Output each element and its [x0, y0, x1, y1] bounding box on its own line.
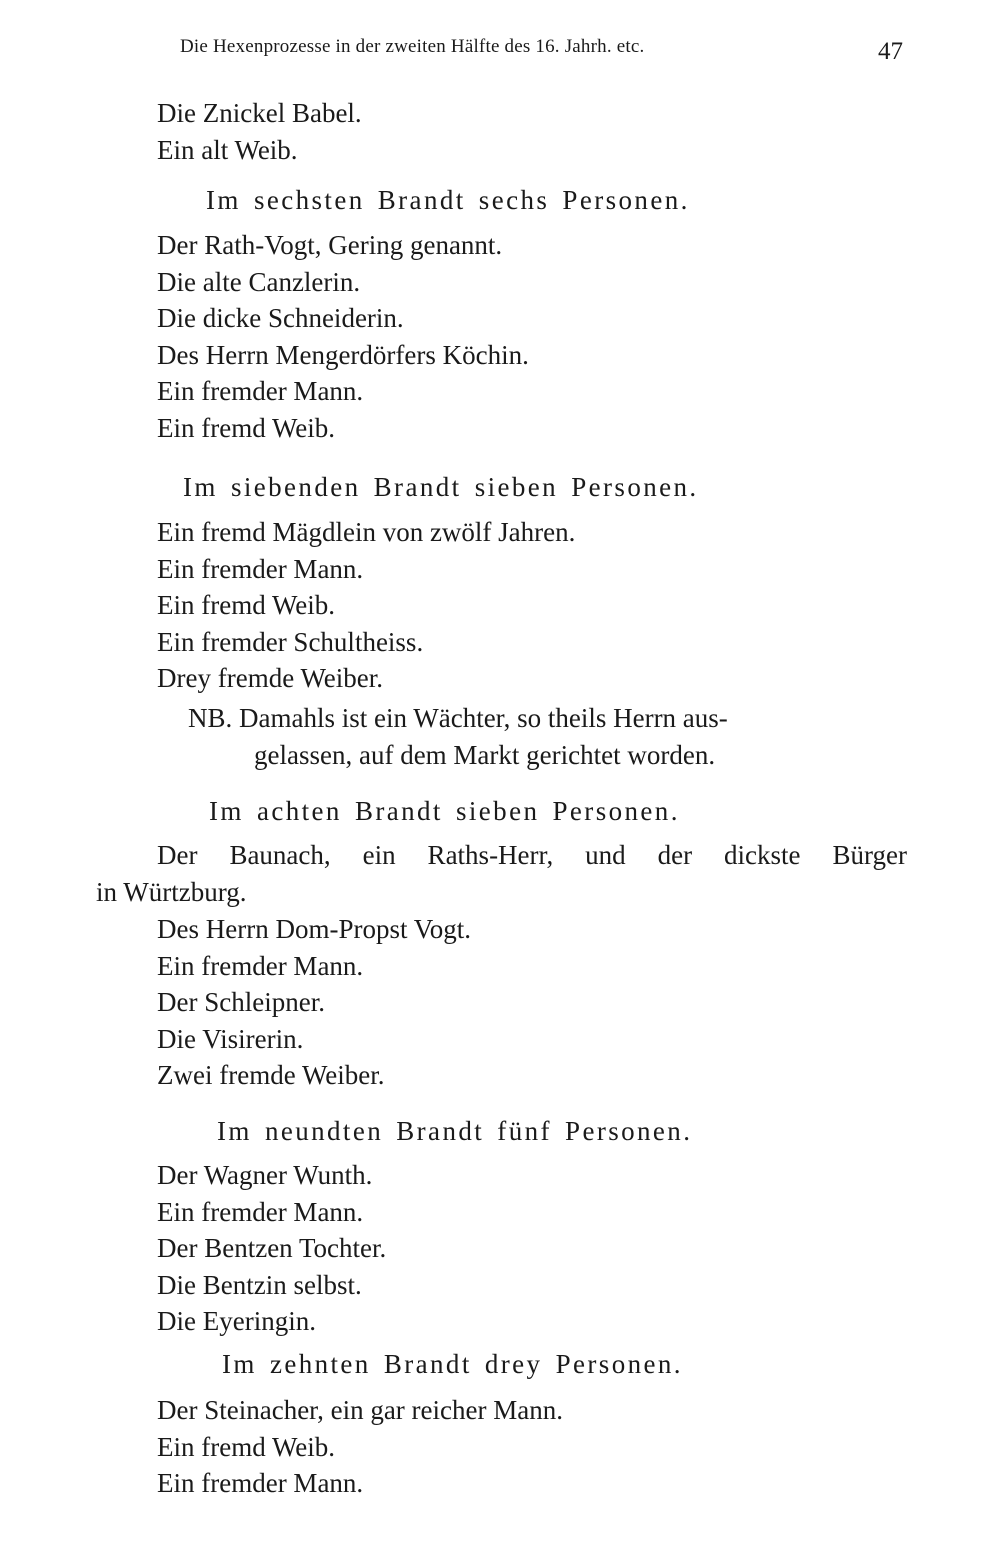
- list-item: Der Rath-Vogt, Gering genannt.: [157, 230, 503, 260]
- list-item: Ein fremd Weib.: [157, 590, 336, 621]
- section-list: [0, 1157, 1000, 1340]
- note-line: gelassen, auf dem Markt gerichtet worden.: [254, 740, 716, 770]
- list-item: Des Herrn Dom-Propst Vogt.: [157, 914, 471, 944]
- paragraph-line: Der Baunach, ein Raths-Herr, und der dickste Bürger: [157, 840, 907, 870]
- intro-list: [0, 95, 1000, 168]
- list-item: Die Znickel Babel.: [157, 98, 362, 128]
- list-item: Ein fremd Mägdlein von zwölf Jahren.: [157, 517, 576, 547]
- list-item: Drey fremde Weiber.: [157, 663, 383, 694]
- list-item: Ein alt Weib.: [157, 134, 298, 165]
- section-list: [0, 1392, 1000, 1502]
- list-item: Ein fremder Mann.: [157, 1468, 364, 1499]
- running-title: Die Hexenprozesse in der zweiten Hälfte des 16. Jahrh. etc.: [180, 36, 645, 57]
- section-heading: Im achten Brandt sieben Personen.: [209, 796, 680, 826]
- list-item: Die Bentzin selbst.: [157, 1269, 362, 1300]
- list-item: Die alte Canzlerin.: [157, 266, 361, 297]
- paragraph-line: in Würtzburg.: [96, 877, 247, 907]
- list-item: Die Visirerin.: [157, 1023, 304, 1054]
- list-item: Der Wagner Wunth.: [157, 1160, 373, 1190]
- list-item: Ein fremder Mann.: [157, 376, 364, 407]
- list-item: Ein fremd Weib.: [157, 1431, 336, 1462]
- list-item: Zwei fremde Weiber.: [157, 1060, 385, 1091]
- section-heading: Im siebenden Brandt sieben Personen.: [183, 472, 699, 502]
- list-item: Ein fremder Mann.: [157, 950, 364, 981]
- section-heading: Im neundten Brandt fünf Personen.: [217, 1116, 693, 1146]
- section-list: [0, 911, 1000, 1094]
- list-item: Ein fremd Weib.: [157, 412, 336, 443]
- list-item: Ein fremder Mann.: [157, 1196, 364, 1227]
- section-heading: Im sechsten Brandt sechs Personen.: [206, 185, 690, 215]
- section-list: [0, 227, 1000, 447]
- list-item: Ein fremder Mann.: [157, 553, 364, 584]
- section-heading: Im zehnten Brandt drey Personen.: [222, 1349, 683, 1379]
- list-item: Der Bentzen Tochter.: [157, 1233, 387, 1264]
- list-item: Des Herrn Mengerdörfers Köchin.: [157, 339, 529, 370]
- list-item: Der Schleipner.: [157, 987, 325, 1018]
- list-item: Ein fremder Schultheiss.: [157, 626, 424, 657]
- list-item: Die dicke Schneiderin.: [157, 303, 404, 334]
- page-number: 47: [878, 38, 903, 65]
- list-item: Der Steinacher, ein gar reicher Mann.: [157, 1395, 563, 1425]
- section-list: [0, 514, 1000, 697]
- list-item: Die Eyeringin.: [157, 1306, 316, 1337]
- note-line: NB. Damahls ist ein Wächter, so theils Herrn aus-: [188, 703, 728, 733]
